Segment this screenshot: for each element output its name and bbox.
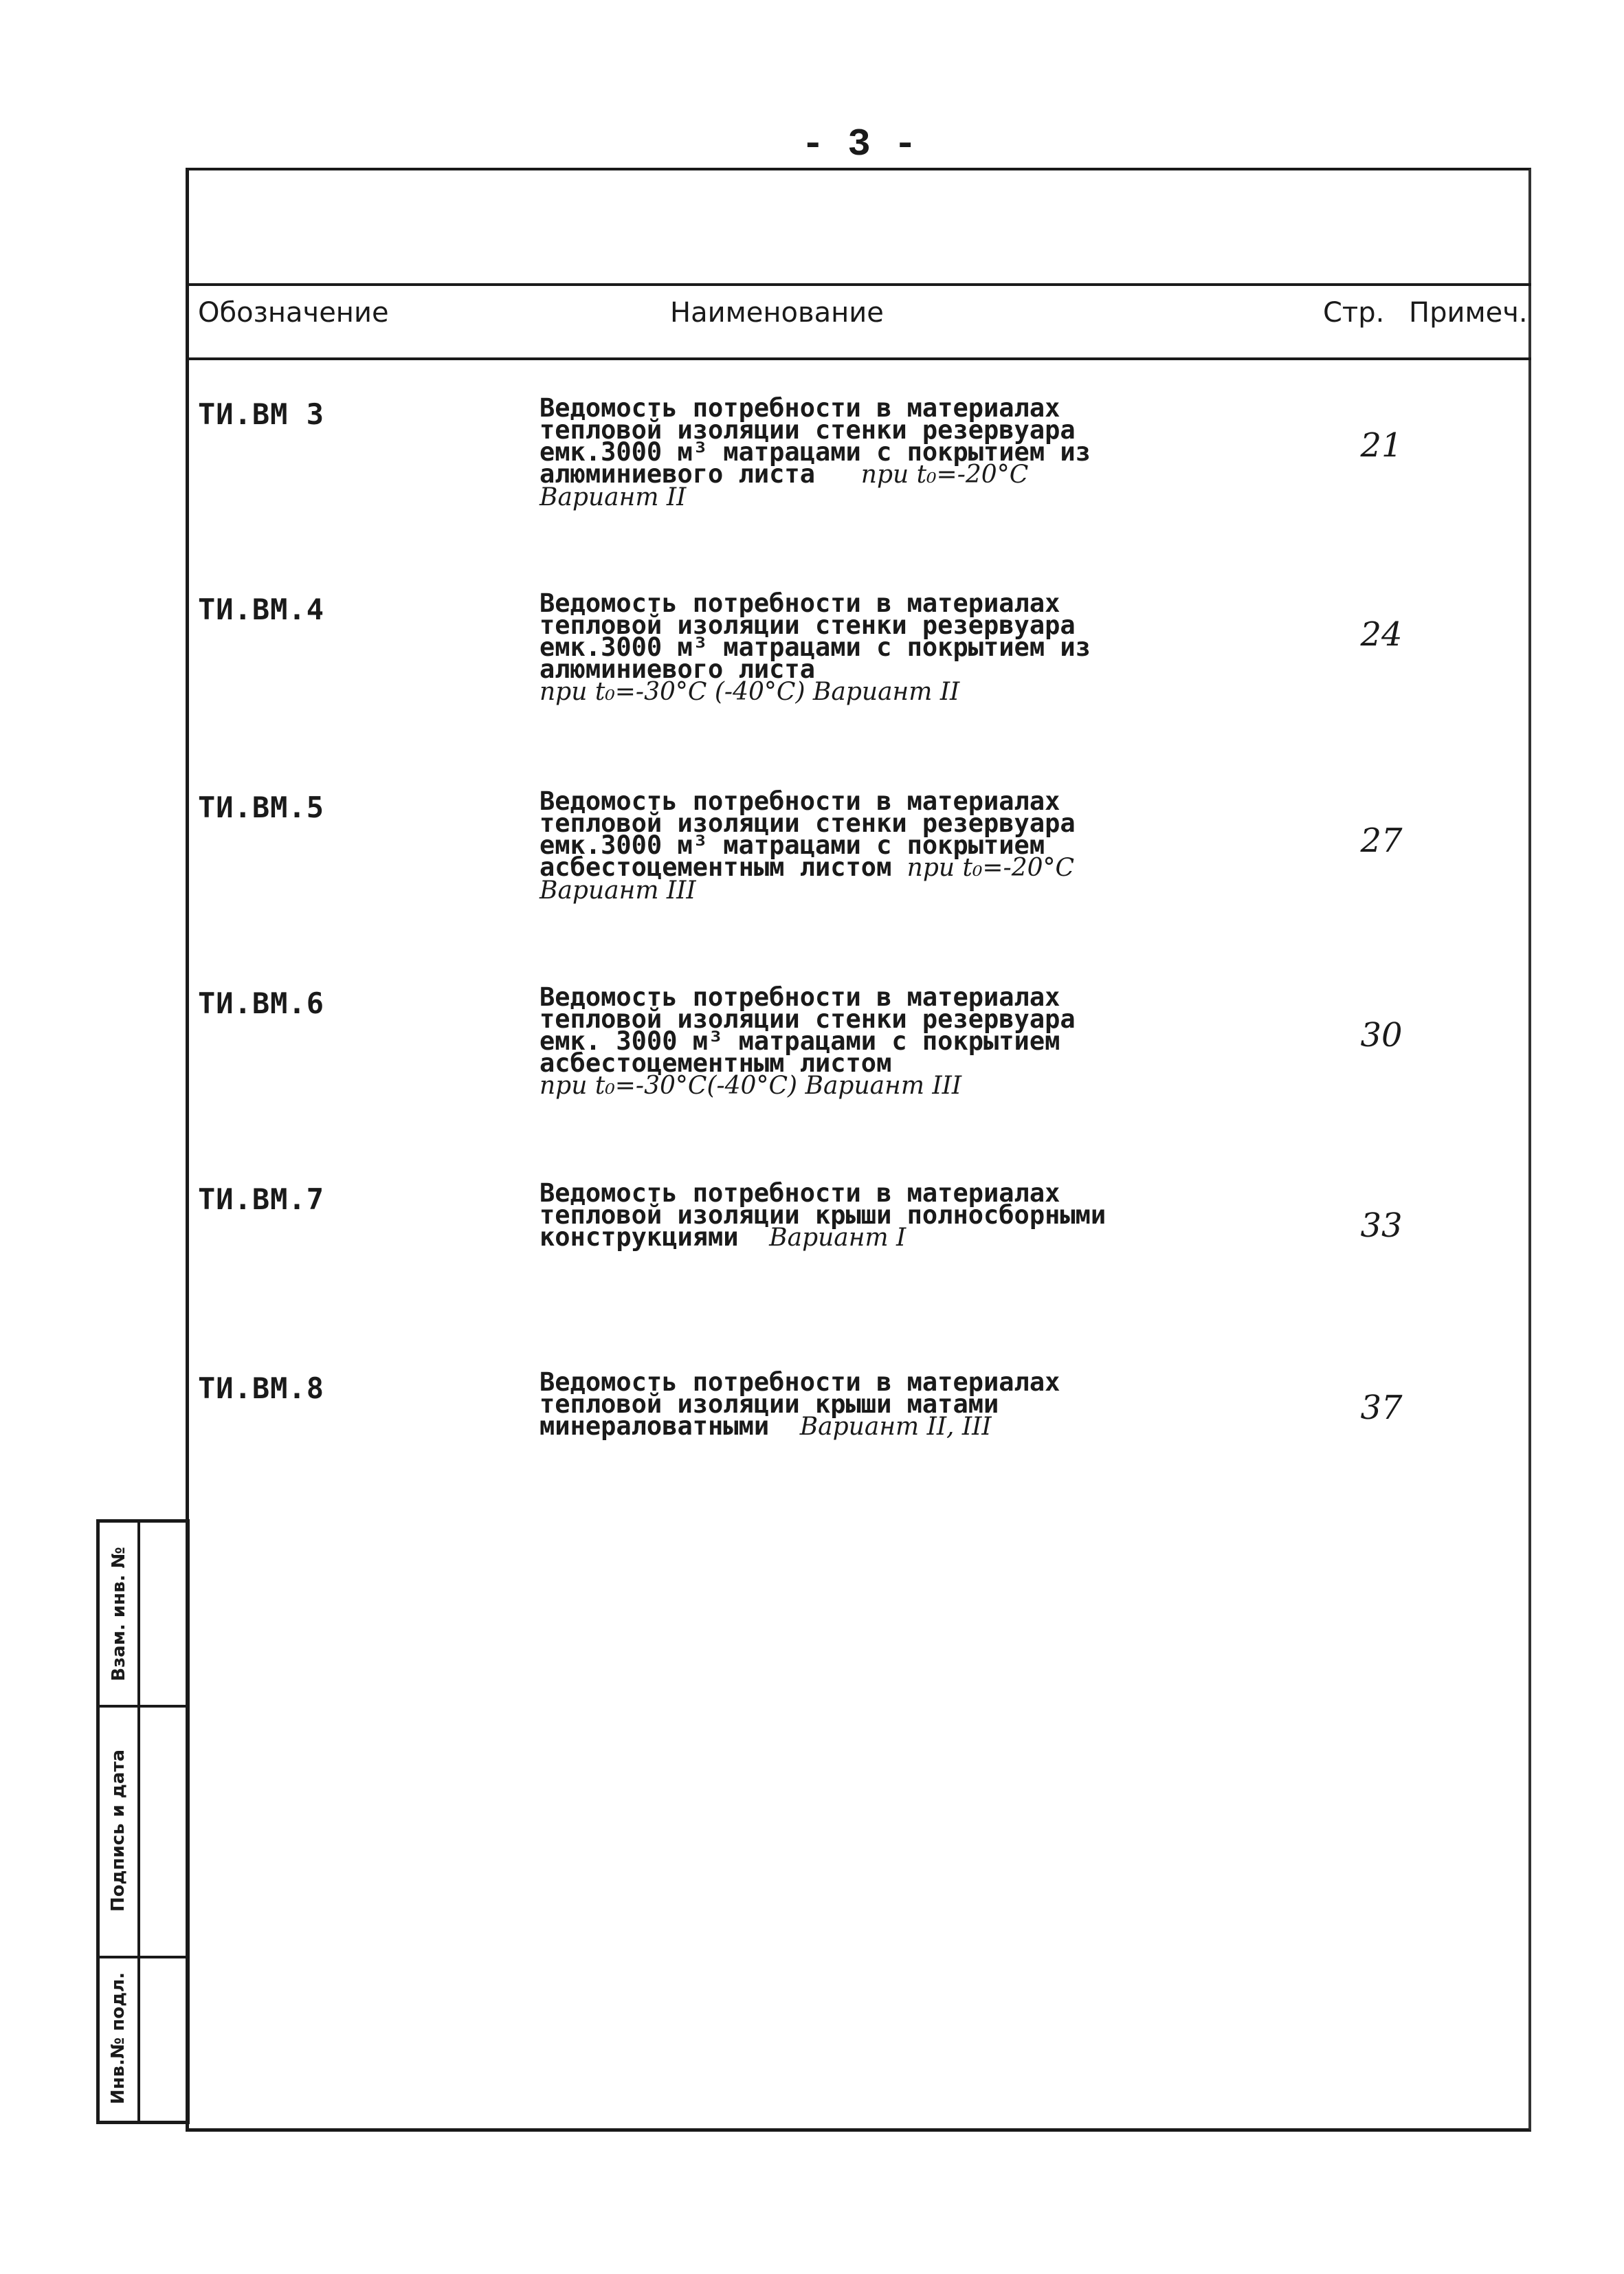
stamp-inv-original: Инв.№ подл. bbox=[108, 1972, 129, 2105]
entry-line: Ведомость потребности в материалах bbox=[540, 786, 1060, 816]
entry-line: тепловой изоляции стенки резервуара bbox=[540, 415, 1076, 445]
handwritten-note: при t₀=-30°С(-40°С) Вариант III bbox=[540, 1072, 962, 1100]
entry-page-ref: 24 bbox=[1360, 615, 1403, 654]
entry-line: асбестоцементным листом bbox=[540, 1048, 892, 1078]
entry-line: емк.3000 м³ матрацами с покрытием из bbox=[540, 632, 1091, 662]
entry-designation: ТИ.ВМ.8 bbox=[198, 1371, 325, 1405]
entry-line: тепловой изоляции стенки резервуара bbox=[540, 808, 1076, 838]
handwritten-variant: Вариант II bbox=[540, 483, 687, 511]
entry-text bbox=[540, 1367, 1295, 1441]
entry-line: алюминиевого листа bbox=[540, 654, 815, 684]
entry-line: тепловой изоляции крыши полносборными bbox=[540, 1200, 1106, 1230]
handwritten-note: при t₀=-20°С bbox=[860, 461, 1029, 489]
entry-text bbox=[540, 786, 1295, 905]
header-note: Примеч. bbox=[1409, 297, 1528, 329]
entry-line: емк.3000 м³ матрацами с покрытием из bbox=[540, 437, 1091, 467]
entry-line: емк.3000 м³ матрацами с покрытием bbox=[540, 830, 1045, 860]
entry-line: емк. 3000 м³ матрацами с покрытием bbox=[540, 1026, 1060, 1056]
stamp-signature-date: Подпись и дата bbox=[108, 1749, 129, 1912]
stamp-divider bbox=[137, 1523, 140, 2121]
entry-designation: ТИ.ВМ.6 bbox=[198, 986, 325, 1020]
entry-line: Ведомость потребности в материалах bbox=[540, 588, 1060, 618]
entry-line: Ведомость потребности в материалах bbox=[540, 393, 1060, 423]
header-page: Стр. bbox=[1323, 297, 1385, 329]
entry-line: алюминиевого листа bbox=[540, 459, 815, 489]
handwritten-variant: Вариант II, III bbox=[799, 1413, 992, 1441]
page-number: - 3 - bbox=[801, 122, 917, 166]
handwritten-variant: Вариант III bbox=[540, 876, 696, 905]
entry-line: минераловатными bbox=[540, 1411, 770, 1441]
entry-page-ref: 21 bbox=[1360, 426, 1403, 465]
entry-designation: ТИ.ВМ 3 bbox=[198, 397, 325, 431]
entry-line: тепловой изоляции стенки резервуара bbox=[540, 1004, 1076, 1034]
entry-text bbox=[540, 393, 1295, 511]
header-top-rule bbox=[186, 283, 1531, 286]
handwritten-note: при t₀=-30°С (-40°С) Вариант II bbox=[540, 678, 960, 706]
handwritten-variant: Вариант I bbox=[769, 1224, 906, 1252]
entry-text bbox=[540, 1178, 1295, 1252]
entry-line: асбестоцементным листом bbox=[540, 852, 892, 882]
entry-designation: ТИ.ВМ.4 bbox=[198, 593, 325, 626]
entry-line: тепловой изоляции крыши матами bbox=[540, 1389, 999, 1419]
header-bottom-rule bbox=[186, 357, 1531, 360]
entry-text bbox=[540, 982, 1295, 1100]
entry-text bbox=[540, 588, 1295, 706]
entry-page-ref: 33 bbox=[1360, 1206, 1403, 1245]
entry-designation: ТИ.ВМ.5 bbox=[198, 791, 325, 824]
handwritten-note: при t₀=-20°С bbox=[906, 854, 1075, 882]
entry-line: Ведомость потребности в материалах bbox=[540, 982, 1060, 1012]
entry-designation: ТИ.ВМ.7 bbox=[198, 1182, 325, 1216]
entry-page-ref: 37 bbox=[1360, 1389, 1403, 1427]
header-designation: Обозначение bbox=[198, 297, 389, 329]
header-name: Наименование bbox=[670, 297, 884, 329]
stamp-replacement-inv: Взам. инв. № bbox=[108, 1546, 129, 1681]
side-stamp bbox=[96, 1519, 190, 2124]
entry-line: Ведомость потребности в материалах bbox=[540, 1178, 1060, 1208]
entry-line: тепловой изоляции стенки резервуара bbox=[540, 610, 1076, 640]
entry-page-ref: 27 bbox=[1360, 821, 1403, 860]
entry-line: конструкциями bbox=[540, 1222, 739, 1252]
entry-page-ref: 30 bbox=[1360, 1016, 1403, 1055]
entry-line: Ведомость потребности в материалах bbox=[540, 1367, 1060, 1397]
